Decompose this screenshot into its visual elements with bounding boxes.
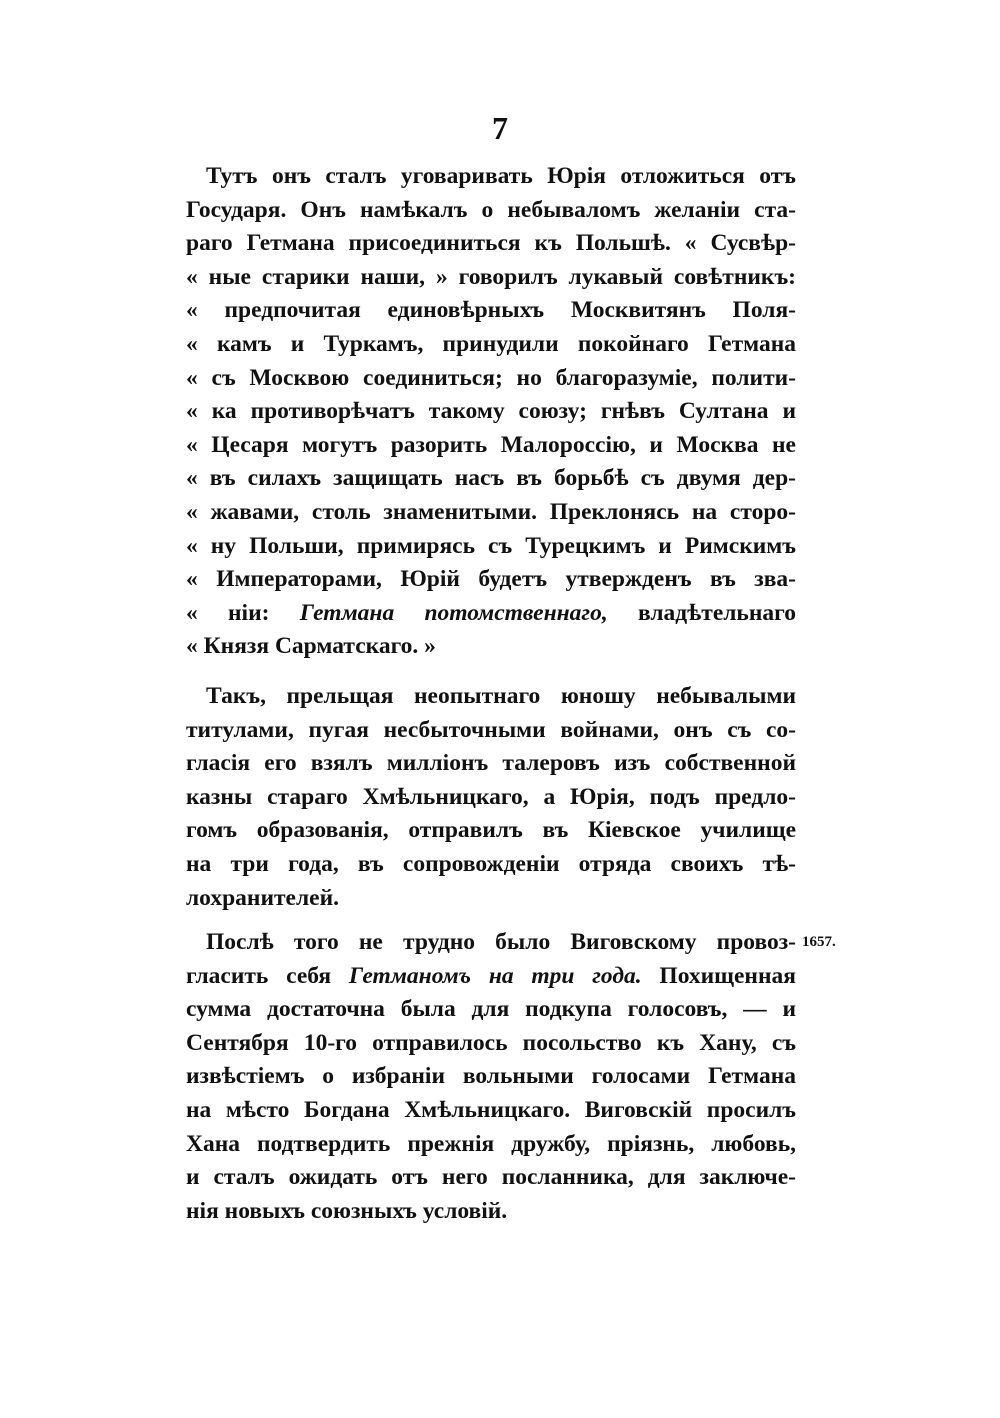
text-line: нія новыхъ союзныхъ условій. <box>186 1197 508 1224</box>
paragraph-2 <box>186 680 796 915</box>
text-line: титулами, пугая несбыточными войнами, онъ съ со- <box>186 716 796 743</box>
text-line: раго Гетмана присоединиться къ Польшѣ. « Сусвѣр- <box>186 230 796 257</box>
text-line: гласія его взялъ милліонъ талеровъ изъ собственной <box>186 750 796 777</box>
text-line: « Князя Сарматскаго. » <box>186 633 436 660</box>
text-line: на мѣсто Богдана Хмѣльницкаго. Виговскій просилъ <box>186 1096 796 1123</box>
text-line: « ніи: Гетмана потомственнаго, владѣтельнаго <box>186 599 796 626</box>
text-line: « предпочитая единовѣрныхъ Москвитянъ Поля- <box>186 297 796 324</box>
text-line: Тутъ онъ сталъ уговаривать Юрія отложиться отъ <box>206 163 796 189</box>
text-line: Такъ, прельщая неопытнаго юношу небывалыми <box>206 683 796 709</box>
text-line: « Цесаря могутъ разорить Малороссію, и Москва не <box>186 431 796 458</box>
paragraph-3 <box>186 926 796 1228</box>
margin-year-note: 1657. <box>802 934 836 950</box>
text-line: « ну Польши, примирясь съ Турецкимъ и Римскимъ <box>186 532 796 559</box>
text-line: извѣстіемъ о избраніи вольными голосами Гетмана <box>186 1063 796 1090</box>
text-line: « жавами, столь знаменитыми. Преклонясь на сторо- <box>186 498 796 525</box>
text-line: Государя. Онъ намѣкалъ о небываломъ желаніи ста- <box>186 196 796 223</box>
italic-phrase: Гетмана потомственнаго, <box>299 599 608 626</box>
text-line: « Императорами, Юрій будетъ утвержденъ въ зва- <box>186 566 796 593</box>
text-line: гласить себя Гетманомъ на три года. Похищенная <box>186 962 796 989</box>
text-line: « ка противорѣчатъ такому союзу; гнѣвъ Султана и <box>186 398 796 425</box>
text-line: Послѣ того не трудно было Виговскому провоз- <box>206 929 796 955</box>
text-line: « въ силахъ защищать насъ въ борьбѣ съ двумя дер- <box>186 465 796 492</box>
italic-phrase: Гетманомъ на три года. <box>348 962 642 989</box>
text-line: казны стараго Хмѣльницкаго, а Юрія, подъ предло- <box>186 783 796 810</box>
paragraph-1 <box>186 160 796 664</box>
text-line: « камъ и Туркамъ, принудили покойнаго Гетмана <box>186 330 796 357</box>
text-line: сумма достаточна была для подкупа голосовъ, — и <box>186 996 796 1023</box>
text-line: лохранителей. <box>186 884 340 911</box>
text-line: « ные старики наши, » говорилъ лукавый совѣтникъ: <box>186 263 796 290</box>
text-line: на три года, въ сопровожденіи отряда своихъ тѣ- <box>186 850 796 877</box>
text-line: гомъ образованія, отправилъ въ Кіевское училище <box>186 817 796 844</box>
page-number: 7 <box>492 110 508 146</box>
text-line: « съ Москвою соединиться; но благоразуміе, полити- <box>186 364 796 391</box>
text-line: Хана подтвердить прежнія дружбу, пріязнь, любовь, <box>186 1130 796 1157</box>
text-line: Сентября 10-го отправилось посольство къ Хану, съ <box>186 1029 796 1056</box>
text-line: и сталъ ожидать отъ него посланника, для заключе- <box>186 1164 796 1191</box>
